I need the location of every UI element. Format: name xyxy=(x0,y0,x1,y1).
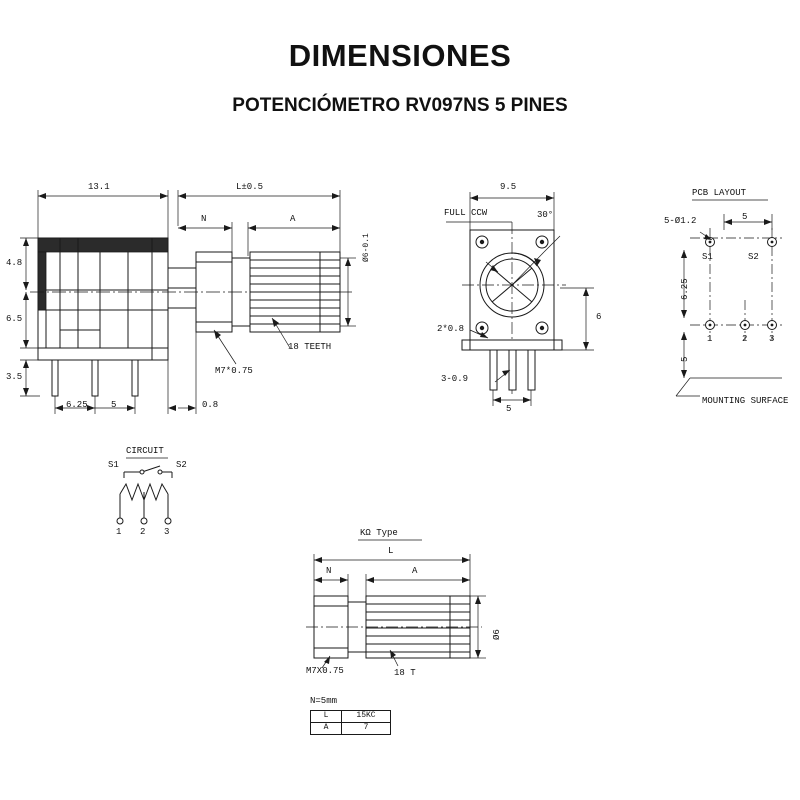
ktype-spec-table xyxy=(310,710,391,735)
side-height-65-label: 6.5 xyxy=(6,314,23,324)
pcb-pin1-label: 1 xyxy=(707,334,713,344)
front-height-label: 6 xyxy=(596,312,602,322)
side-a-label: A xyxy=(290,214,296,224)
pcb-pin3-label: 3 xyxy=(769,334,775,344)
circuit-title-label: CIRCUIT xyxy=(126,446,164,456)
ktype-thread-label: M7X0.75 xyxy=(306,666,344,676)
front-pin-pitch-label: 5 xyxy=(506,404,512,414)
ktype-shaft-diameter-label: Ø6 xyxy=(492,629,502,640)
pcb-hole-spec-label: 5-Ø1.2 xyxy=(664,216,697,226)
front-width-label: 9.5 xyxy=(500,182,517,192)
circuit-s1-label: S1 xyxy=(108,460,119,470)
side-height-48-label: 4.8 xyxy=(6,258,23,268)
table-cell-key: L xyxy=(311,711,342,723)
side-thread-label: M7*0.75 xyxy=(215,366,253,376)
table-row xyxy=(311,722,391,734)
ktype-l-label: L xyxy=(388,546,394,556)
pcb-vertical-625-label: 6.25 xyxy=(680,278,690,300)
ktype-teeth-label: 18 T xyxy=(394,668,416,678)
side-shaft-diameter-label: Ø6-0.1 xyxy=(362,233,371,262)
side-height-35-label: 3.5 xyxy=(6,372,23,382)
circuit-s2-label: S2 xyxy=(176,460,187,470)
pcb-pin2-label: 2 xyxy=(742,334,748,344)
circuit-terminal-1-label: 1 xyxy=(116,527,122,537)
ktype-n-label: N xyxy=(326,566,332,576)
circuit-terminal-3-label: 3 xyxy=(164,527,170,537)
table-row xyxy=(311,711,391,723)
table-cell-key: A xyxy=(311,722,342,734)
ktype-title-label: KΩ Type xyxy=(360,528,398,538)
pcb-top-pitch-label: 5 xyxy=(742,212,748,222)
page-title: DIMENSIONES xyxy=(288,38,512,73)
front-angle-label: 30° xyxy=(537,210,554,220)
side-base-08-label: 0.8 xyxy=(202,400,219,410)
page-subtitle: POTENCIÓMETRO RV097NS 5 PINES xyxy=(232,95,568,116)
side-total-length-label: 13.1 xyxy=(88,182,110,192)
front-full-ccw-label: FULL CCW xyxy=(444,208,488,218)
front-pin-diameter-label: 3-0.9 xyxy=(441,374,469,384)
pcb-vertical-5-label: 5 xyxy=(680,356,690,362)
front-pin-thickness-label: 2*0.8 xyxy=(437,324,465,334)
side-shaft-length-label: L±0.5 xyxy=(236,182,264,192)
ktype-a-label: A xyxy=(412,566,418,576)
pcb-mounting-surface-label: MOUNTING SURFACE xyxy=(702,396,789,406)
circuit-terminal-2-label: 2 xyxy=(140,527,146,537)
table-cell-value: 7 xyxy=(342,722,391,734)
side-teeth-label: 18 TEETH xyxy=(288,342,332,352)
side-base-625-label: 6.25 xyxy=(66,400,88,410)
pcb-s1-label: S1 xyxy=(702,252,713,262)
table-cell-value: 15KC xyxy=(342,711,391,723)
side-base-5-label: 5 xyxy=(111,400,117,410)
pcb-s2-label: S2 xyxy=(748,252,759,262)
pcb-title-label: PCB LAYOUT xyxy=(692,188,747,198)
side-n-label: N xyxy=(201,214,207,224)
ktype-note-label: N=5mm xyxy=(310,696,338,706)
